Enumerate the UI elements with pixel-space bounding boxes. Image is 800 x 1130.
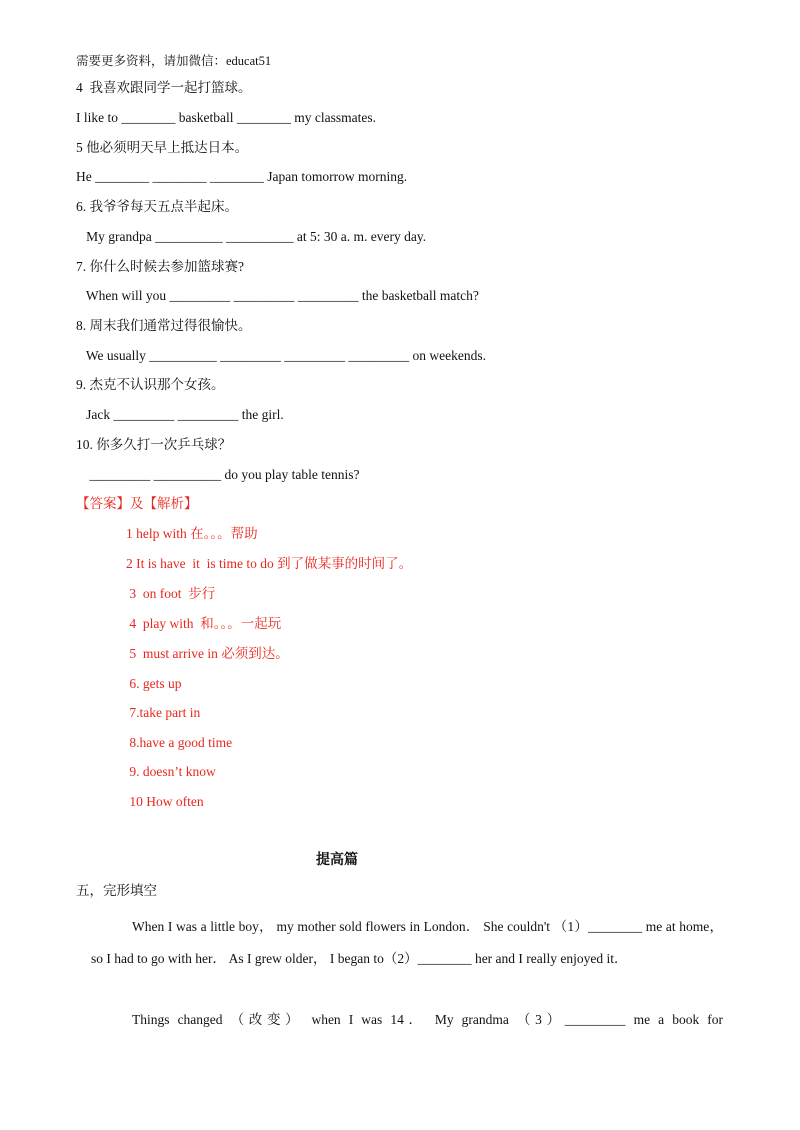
answer-3: 3 on foot 步行 xyxy=(126,586,216,601)
answer-4: 4 play with 和。。。一起玩 xyxy=(126,616,282,631)
answer-1: 1 help with 在。。。帮助 xyxy=(126,526,258,541)
exercise-5-english: He ________ ________ ________ Japan tomorrow morning. xyxy=(76,169,408,184)
exercise-6-english: My grandpa __________ __________ at 5: 30 a. m. every day. xyxy=(76,229,427,244)
exercise-9-chinese: 9. 杰克不认识那个女孩。 xyxy=(76,377,225,392)
exercise-8-chinese: 8. 周末我们通常过得很愉快。 xyxy=(76,318,252,333)
exercise-6-chinese: 6. 我爷爷每天五点半起床。 xyxy=(76,199,238,214)
exercise-9-english: Jack _________ _________ the girl. xyxy=(76,407,284,422)
answer-6: 6. gets up xyxy=(126,676,182,691)
exercise-4-chinese: 4 我喜欢跟同学一起打篮球。 xyxy=(76,80,252,95)
exercise-10-english: _________ __________ do you play table tennis? xyxy=(76,467,360,482)
cloze-heading: 五，完形填空 xyxy=(76,883,157,898)
exercise-7-chinese: 7. 你什么时候去参加篮球赛? xyxy=(76,259,244,274)
answer-10: 10 How often xyxy=(126,794,204,809)
exercise-5-chinese: 5 他必须明天早上抵达日本。 xyxy=(76,140,249,155)
exercise-7-english: When will you _________ _________ _________ the basketball match? xyxy=(76,288,479,303)
section-title: 提高篇 xyxy=(316,853,358,868)
cloze-paragraph-1: When I was a little boy， my mother sold flowers in London． She couldn't （1）________ me at home， so I had to go with her． As I grew older， I began to（2）________ her and I really enjoyed it． xyxy=(91,919,723,966)
answer-9: 9. doesn’t know xyxy=(126,764,216,779)
exercise-8-english: We usually __________ _________ _________ _________ on weekends. xyxy=(76,348,487,363)
answer-8: 8.have a good time xyxy=(126,735,233,750)
answer-2: 2 It is have it is time to do 到了做某事的时间了。 xyxy=(126,556,413,571)
answer-heading: 【答案】及【解析】 xyxy=(76,496,198,511)
cloze-paragraph-2: Things changed （改变） when I was 14． My grandma （3）_________ me a book for xyxy=(132,1012,723,1027)
answer-7: 7.take part in xyxy=(126,705,201,720)
page-header: 需要更多资料，请加微信：educat51 xyxy=(76,54,272,68)
answer-5: 5 must arrive in 必须到达。 xyxy=(126,646,289,661)
exercise-4-english: I like to ________ basketball ________ my classmates. xyxy=(76,110,376,125)
exercise-10-chinese: 10. 你多久打一次乒乓球？ xyxy=(76,437,232,452)
